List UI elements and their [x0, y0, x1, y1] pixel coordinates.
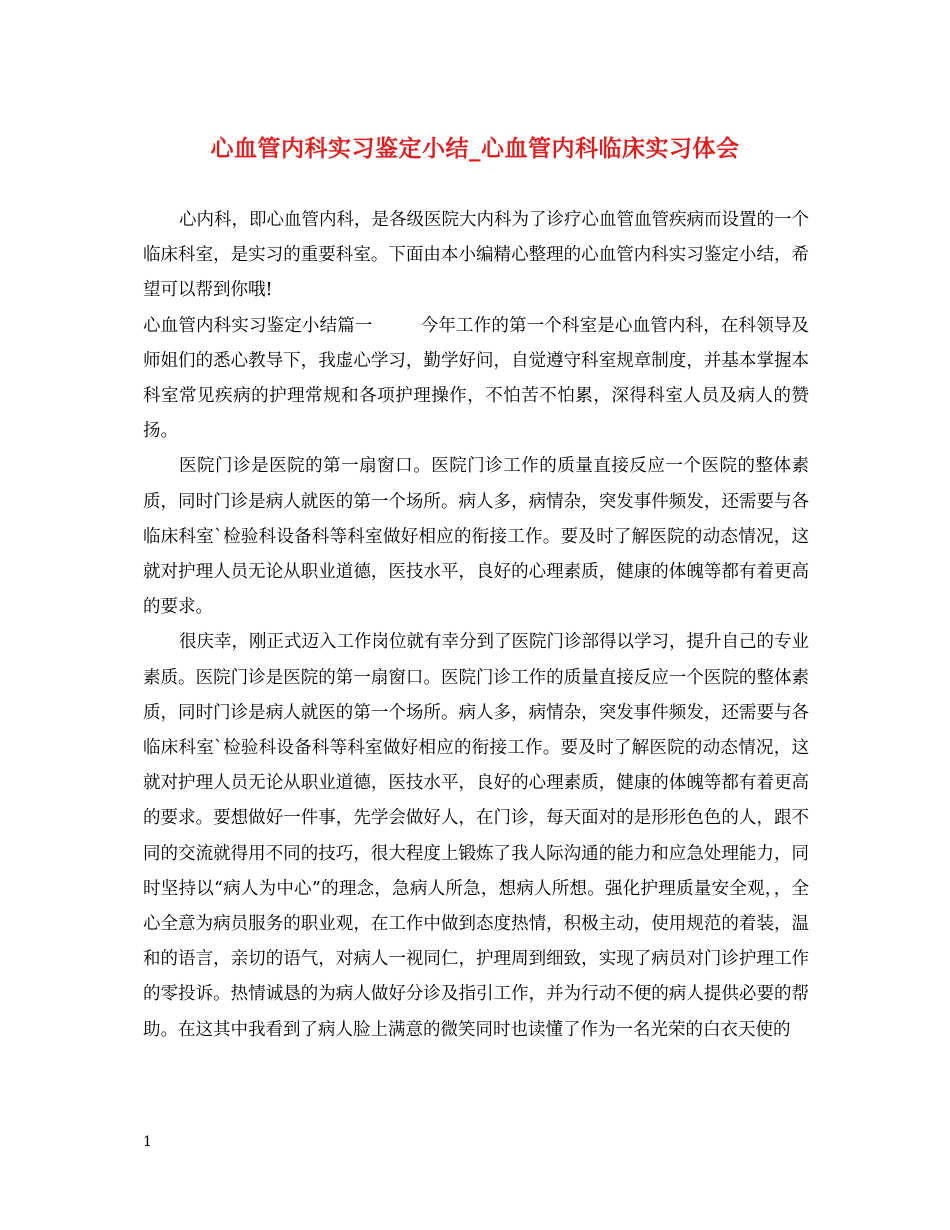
- paragraph-2: 医院门诊是医院的第一扇窗口。医院门诊工作的质量直接反应一个医院的整体素质，同时门诊是病人就医的第一个场所。病人多，病情杂，突发事件频发，还需要与各临床科室`检验科设备科等科室做好相应的衔接工作。要及时了解医院的动态情况，这就对护理人员无论从职业道德，医技水平，良好的心理素质，健康的体魄等都有着更高的要求。: [143, 456, 809, 618]
- document-body: [143, 203, 809, 1048]
- section-heading: 心血管内科实习鉴定小结篇一: [143, 315, 373, 336]
- document-title: 心血管内科实习鉴定小结_心血管内科临床实习体会: [210, 135, 740, 162]
- page-number: 1: [143, 1134, 152, 1150]
- section-paragraph: [143, 309, 809, 450]
- intro-paragraph: 心内科，即心血管内科，是各级医院大内科为了诊疗心血管血管疾病而设置的一个临床科室，是实习的重要科室。下面由本小编精心整理的心血管内科实习鉴定小结，希望可以帮到你哦!: [143, 210, 809, 301]
- section-body: 今年工作的第一个科室是心血管内科，在科领导及师姐们的悉心教导下，我虚心学习，勤学好问，自觉遵守科室规章制度，并基本掌握本科室常见疾病的护理常规和各项护理操作，不怕苦不怕累，深得科室人员及病人的赞扬。: [143, 315, 810, 442]
- paragraph-3: 很庆幸，刚正式迈入工作岗位就有幸分到了医院门诊部得以学习，提升自己的专业素质。医院门诊是医院的第一扇窗口。医院门诊工作的质量直接反应一个医院的整体素质，同时门诊是病人就医的第一个场所。病人多，病情杂，突发事件频发，还需要与各临床科室`检验科设备科等科室做好相应的衔接工作。要及时了解医院的动态情况，这就对护理人员无论从职业道德，医技水平，良好的心理素质，健康的体魄等都有着更高的要求。要想做好一件事，先学会做好人，在门诊，每天面对的是形形色色的人，跟不同的交流就得用不同的技巧，很大程度上锻炼了我人际沟通的能力和应急处理能力，同时坚持以“病人为中心”的理念，急病人所急，想病人所想。强化护理质量安全观，，全心全意为病员服务的职业观，在工作中做到态度热情，积极主动，使用规范的着装，温和的语言，亲切的语气，对病人一视同仁，护理周到细致，实现了病员对门诊护理工作的零投诉。热情诚恳的为病人做好分诊及指引工作，并为行动不便的病人提供必要的帮助。在这其中我看到了病人脸上满意的微笑同时也读懂了作为一名光荣的白衣天使的: [143, 632, 809, 1040]
